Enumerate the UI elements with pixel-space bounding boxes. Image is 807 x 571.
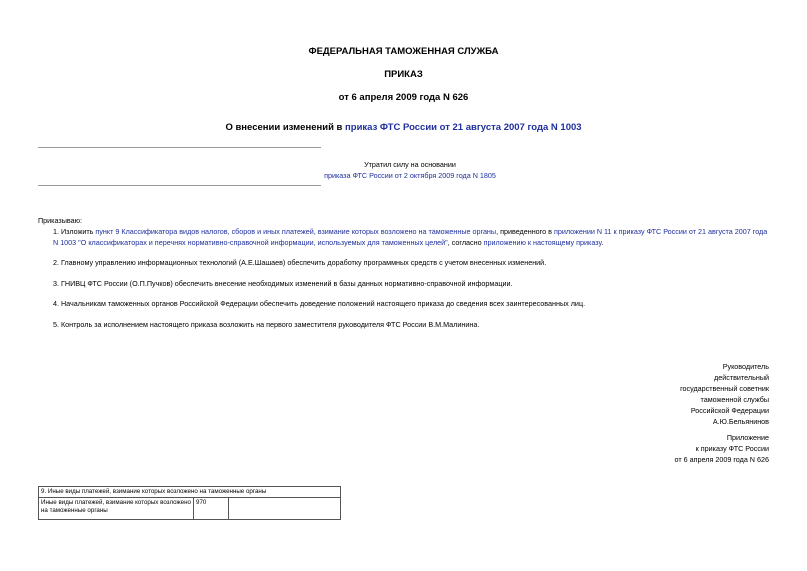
status-note-text: Утратил силу на основании [364,160,456,169]
table-row [39,487,341,498]
paragraph-2: 2. Главному управлению информационных технологий (А.Е.Шашаев) обеспечить доработку программных средств с учетом внесенных изменений. [53,258,547,267]
signature-line: Руководитель [722,362,769,371]
agency-name: ФЕДЕРАЛЬНАЯ ТАМОЖЕННАЯ СЛУЖБА [308,46,499,57]
paragraph-1-end: . [601,238,604,247]
annex-link[interactable]: приложению к настоящему приказу [483,238,602,247]
paragraph-1-num: 1. Изложить [53,227,96,236]
table-cell-extra [229,498,341,520]
signature-line: таможенной службы [700,395,769,404]
annex-11-link[interactable]: приложении N 11 к приказу ФТС России от 21 августа 2007 года N 1003 "О классификаторах и перечнях нормативно-справочной информации, используемых для таможенных целей" [53,227,768,247]
signature-line: А.Ю.Бельянинов [712,417,769,426]
signature-line: действительный [714,373,769,382]
table-cell-name: Иные виды платежей, взимание которых возложено на таможенные органы [39,498,194,520]
signature-line: Российской Федерации [690,406,769,415]
document-title-prefix: О внесении изменений в [225,122,346,133]
document-title [0,122,807,133]
document-type: ПРИКАЗ [384,69,423,80]
intro-text: Приказываю: [38,216,82,225]
classifier-item-link[interactable]: пункт 9 Классификатора видов налогов, сборов и иных платежей, взимание которых возложено на таможенные органы [95,227,497,236]
appendix-line: к приказу ФТС России [695,444,769,453]
status-note [300,159,520,181]
signature-block [569,361,769,427]
signature-line: государственный советник [680,384,769,393]
paragraph-4: 4. Начальникам таможенных органов Российской Федерации обеспечить доведение положений настоящего приказа до сведения всех заинтересованных лиц. [53,299,586,308]
divider-bottom [38,185,321,186]
classifier-table [38,486,341,520]
paragraph-3: 3. ГНИВЦ ФТС России (О.П.Пучков) обеспечить внесение необходимых изменений в базы данных нормативно-справочной информации. [53,279,513,288]
paragraph-1 [38,226,773,248]
status-note-link[interactable]: приказа ФТС России от 2 октября 2009 года N 1805 [324,171,496,180]
table-header-cell: 9. Иные виды платежей, взимание которых возложено на таможенные органы [39,487,341,498]
divider-top [38,147,321,148]
document-date-number: от 6 апреля 2009 года N 626 [338,92,469,103]
appendix-line: от 6 апреля 2009 года N 626 [674,455,769,464]
appendix-line: Приложение [726,433,769,442]
paragraph-1-mid1: , приведенного в [496,227,554,236]
appendix-header [569,432,769,465]
paragraph-5: 5. Контроль за исполнением настоящего приказа возложить на первого заместителя руководителя ФТС России В.М.Малинина. [53,320,480,329]
table-cell-code: 970 [194,498,229,520]
table-row [39,498,341,520]
amended-order-link[interactable]: приказ ФТС России от 21 августа 2007 года N 1003 [345,122,582,133]
paragraph-1-mid2: , согласно [447,238,484,247]
